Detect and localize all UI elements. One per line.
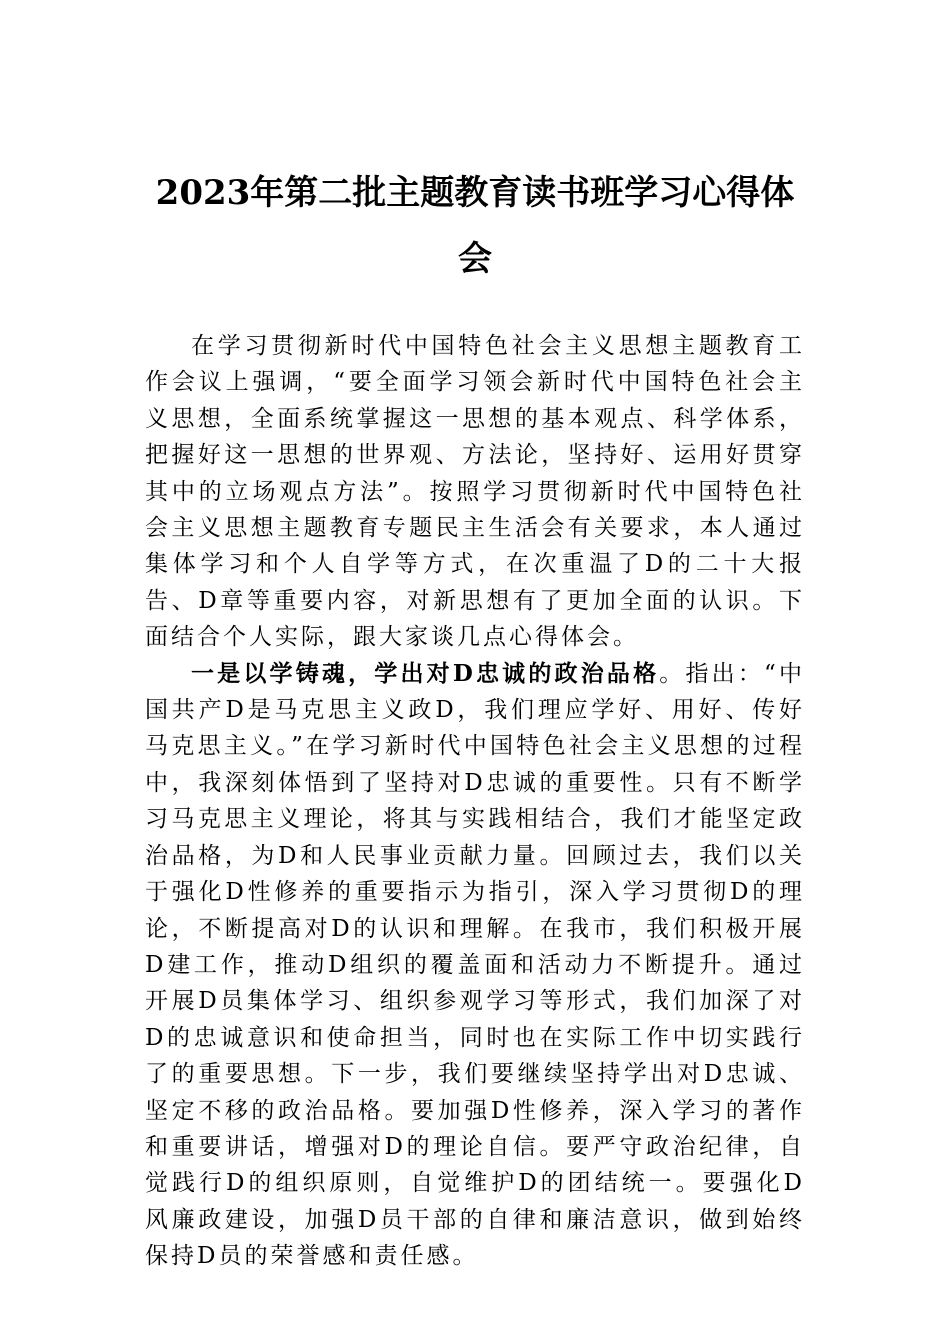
- intro-paragraph-text: 在学习贯彻新时代中国特色社会主义思想主题教育工作会议上强调，“要全面学习领会新时代中国特色社会主义思想，全面系统掌握这一思想的基本观点、科学体系，把握好这一思想的世界观、方法论，坚持好、运用好贯穿其中的立场观点方法”。按照学习贯彻新时代中国特色社会主义思想主题教育专题民主生活会有关要求，本人通过集体学习和个人自学等方式，在次重温了D的二十大报告、D章等重要内容，对新思想有了更加全面的认识。下面结合个人实际，跟大家谈几点心得体会。: [145, 333, 805, 651]
- point-one-text: 。指出：“中国共产D是马克思主义政D，我们理应学好、用好、传好马克思主义。”在学习新时代中国特色社会主义思想的过程中，我深刻体悟到了坚持对D忠诚的重要性。只有不断学习马克思主义理论，将其与实践相结合，我们才能坚定政治品格，为D和人民事业贡献力量。回顾过去，我们以关于强化D性修养的重要指示为指引，深入学习贯彻D的理论，不断提高对D的认识和理解。在我市，我们积极开展D建工作，推动D组织的覆盖面和活动力不断提升。通过开展D员集体学习、组织参观学习等形式，我们加深了对D的忠诚意识和使命担当，同时也在实际工作中切实践行了的重要思想。下一步，我们要继续坚持学出对D忠诚、坚定不移的政治品格。要加强D性修养，深入学习的著作和重要讲话，增强对D的理论自信。要严守政治纪律，自觉践行D的组织原则，自觉维护D的团结统一。要强化D风廉政建设，加强D员干部的自律和廉洁意识，做到始终保持D员的荣誉感和责任感。: [145, 660, 805, 1270]
- document-body: [145, 328, 805, 1275]
- document-title: 2023年第二批主题教育读书班学习心得体会: [155, 173, 795, 279]
- intro-paragraph: [145, 328, 805, 656]
- point-one-paragraph: [145, 656, 805, 1275]
- point-one-heading: 一是以学铸魂，学出对D忠诚的政治品格: [191, 659, 660, 687]
